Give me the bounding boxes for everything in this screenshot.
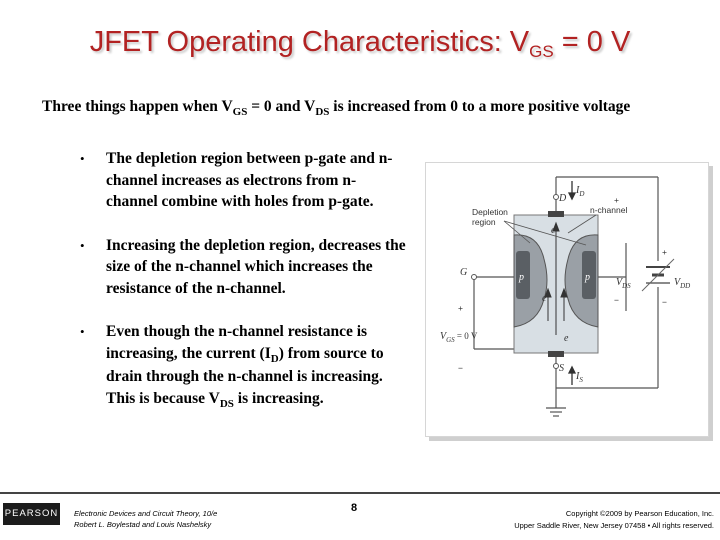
bullet-item: • Increasing the depletion region, decreases the size of the n-channel which increases the resistance of the n-channel. [80, 236, 406, 297]
minus-sign: − [662, 297, 667, 307]
page-number: 8 [350, 502, 358, 514]
svg-text:ID: $I_D$ [576, 185, 585, 198]
bullet-item: • Even though the n-channel resistance is increasing, the current $(I_D)$ from source to drain through the n-channel is increasing. This is because $V_{DS}$ is increasing. [80, 323, 384, 410]
pearson-logo: PEARSON [3, 503, 60, 525]
svg-text:VGS = 0 V: $V_{GS} = 0$ V [440, 331, 478, 344]
battery-icon [642, 259, 674, 291]
electron-label: e [551, 225, 556, 236]
svg-text:VDS: $V_{DS}$ [616, 277, 631, 290]
bullet-marker: • [80, 151, 85, 166]
minus-sign: − [458, 363, 463, 373]
bullet-marker: • [80, 324, 85, 339]
electron-label: e [564, 333, 569, 344]
minus-sign: − [614, 295, 619, 305]
footer-divider [0, 492, 720, 494]
depletion-label: Depletion [472, 207, 508, 217]
p-label: p [585, 272, 590, 283]
depletion-label: region [472, 217, 496, 227]
copyright: Copyright ©2009 by Pearson Education, Inc. Upper Saddle River, New Jersey 07458 • All rights reserved. [514, 509, 714, 530]
electron-label: e [542, 293, 547, 304]
p-label: p [519, 272, 524, 283]
svg-text:VDD: $V_{DD}$ [674, 277, 691, 290]
bullet-marker: • [80, 237, 85, 253]
drain-label: D [559, 193, 567, 204]
bullet-list [76, 148, 406, 433]
plus-sign: + [614, 195, 619, 205]
plus-sign: + [458, 303, 463, 313]
n-channel-label: n-channel [590, 205, 628, 215]
title-subscript: GS [529, 42, 554, 61]
slide-title: JFET Operating Characteristics: $V_{GS} = 0$ V [89, 26, 631, 61]
jfet-diagram [426, 163, 708, 436]
gate-label: G [460, 267, 468, 278]
ground-icon [546, 408, 566, 416]
source-label: S [559, 363, 564, 374]
book-citation: Electronic Devices and Circuit Theory, 10/e Robert L. Boylestad and Louis Nashelsky [74, 509, 218, 529]
svg-text:IS: $I_S$ [576, 371, 583, 384]
jfet-figure [425, 162, 709, 437]
intro-text: Three things happen when $V_{GS} = 0$ and $V_{DS}$ is increased from 0 to a more positive voltage [42, 98, 631, 118]
bullet-item: • The depletion region between p-gate and n-channel increases as electrons from n-channel combine with holes from p-gate. [80, 150, 393, 210]
plus-sign: + [662, 247, 667, 257]
